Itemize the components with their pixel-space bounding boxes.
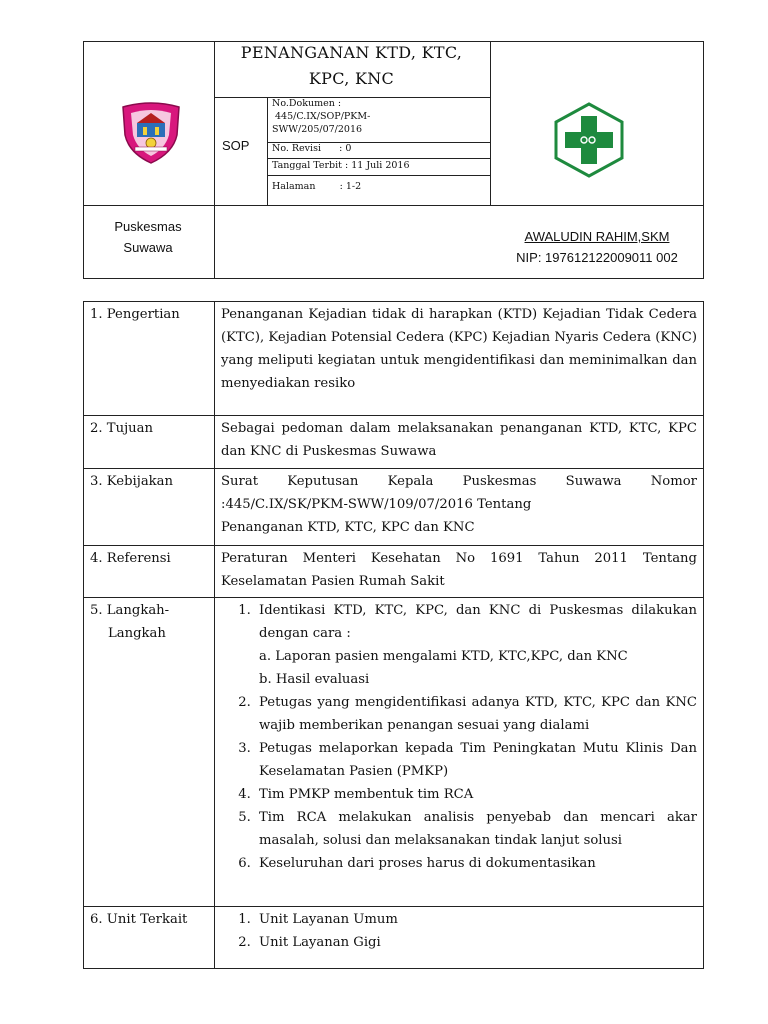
unit-list-cell	[215, 907, 704, 969]
health-center-logo	[552, 102, 626, 178]
row-tujuan	[84, 416, 704, 469]
org-name-line-2: Suwawa	[123, 240, 173, 255]
unit-item: 2. Unit Layanan Gigi	[255, 931, 697, 954]
row-langkah	[84, 598, 704, 907]
doc-number-value-1: 445/C.IX/SOP/PKM-	[275, 111, 371, 122]
row-unit-terkait	[84, 907, 704, 969]
step-text: Identikasi KTD, KTC, KPC, dan KNC di Puskesmas dilakukan dengan cara :	[259, 603, 697, 641]
substep-item: b. Hasil evaluasi	[259, 672, 370, 687]
kebijakan-line-1: Surat Keputusan Kepala Puskesmas Suwawa Nomor :445/C.IX/SK/PKM-SWW/109/07/2016 Tentang	[221, 474, 697, 512]
unit-item: 1. Unit Layanan Umum	[255, 908, 697, 931]
doc-number	[272, 97, 487, 136]
title-line-1: PENANGANAN KTD, KTC,	[240, 43, 463, 62]
row-referensi	[84, 546, 704, 598]
title-line-2: KPC, KNC	[308, 69, 395, 88]
label-unit-terkait: 6. Unit Terkait	[84, 907, 215, 969]
sop-content-table	[83, 301, 704, 969]
label-referensi: 4. Referensi	[84, 546, 215, 598]
text-pengertian: Penanganan Kejadian tidak di harapkan (KTD) Kejadian Tidak Cedera (KTC), Kejadian Potensial Cedera (KPC) Kejadian Nyaris Cedera (KNC) yang meliputi kegiatan untuk mengidentifikasi dan meminimalkan dan menyediakan resiko	[215, 302, 704, 416]
signer-block	[490, 226, 704, 268]
doc-number-value-2: SWW/205/07/2016	[272, 124, 363, 135]
issue-date: Tanggal Terbit : 11 Juli 2016	[272, 160, 410, 171]
step-item: 5. Tim RCA melakukan analisis penyebab dan mencari akar masalah, solusi dan melaksanakan tindak lanjut solusi	[255, 806, 697, 852]
row-pengertian	[84, 302, 704, 416]
step-item: 2. Petugas yang mengidentifikasi adanya KTD, KTC, KPC dan KNC wajib memberikan penangan sesuai yang dialami	[255, 691, 697, 737]
org-name-line-1: Puskesmas	[114, 219, 182, 234]
label-kebijakan: 3. Kebijakan	[84, 469, 215, 546]
signer-nip: NIP: 197612122009011 002	[516, 250, 678, 265]
label-langkah-line-1: 5. Langkah-	[90, 603, 170, 618]
row-kebijakan	[84, 469, 704, 546]
text-kebijakan	[215, 469, 704, 546]
label-tujuan: 2. Tujuan	[84, 416, 215, 469]
regency-crest-logo	[117, 101, 185, 165]
langkah-steps-list	[221, 599, 697, 875]
organization-name	[84, 216, 212, 258]
doc-number-label: No.Dokumen :	[272, 98, 342, 109]
step-item	[255, 599, 697, 691]
document-title	[214, 40, 489, 92]
step-item: 3. Petugas melaporkan kepada Tim Peningkatan Mutu Klinis Dan Keselamatan Pasien (PMKP)	[255, 737, 697, 783]
sop-label: SOP	[222, 138, 250, 153]
text-referensi: Peraturan Menteri Kesehatan No 1691 Tahun 2011 Tentang Keselamatan Pasien Rumah Sakit	[215, 546, 704, 598]
label-langkah-line-2: Langkah	[108, 626, 166, 641]
substep-item: a. Laporan pasien mengalami KTD, KTC,KPC, dan KNC	[259, 649, 628, 664]
text-tujuan: Sebagai pedoman dalam melaksanakan penanganan KTD, KTC, KPC dan KNC di Puskesmas Suwawa	[215, 416, 704, 469]
unit-list	[221, 908, 697, 954]
page-number: Halaman : 1-2	[272, 181, 362, 192]
langkah-steps	[215, 598, 704, 907]
kebijakan-line-2: Penanganan KTD, KTC, KPC dan KNC	[221, 520, 475, 535]
substeps-list	[259, 645, 697, 691]
revision-number: No. Revisi : 0	[272, 143, 352, 154]
step-item: 4. Tim PMKP membentuk tim RCA	[255, 783, 697, 806]
signer-name: AWALUDIN RAHIM,SKM	[524, 229, 670, 244]
step-item: 6. Keseluruhan dari proses harus di dokumentasikan	[255, 852, 697, 875]
label-pengertian: 1. Pengertian	[84, 302, 215, 416]
label-langkah	[84, 598, 215, 907]
